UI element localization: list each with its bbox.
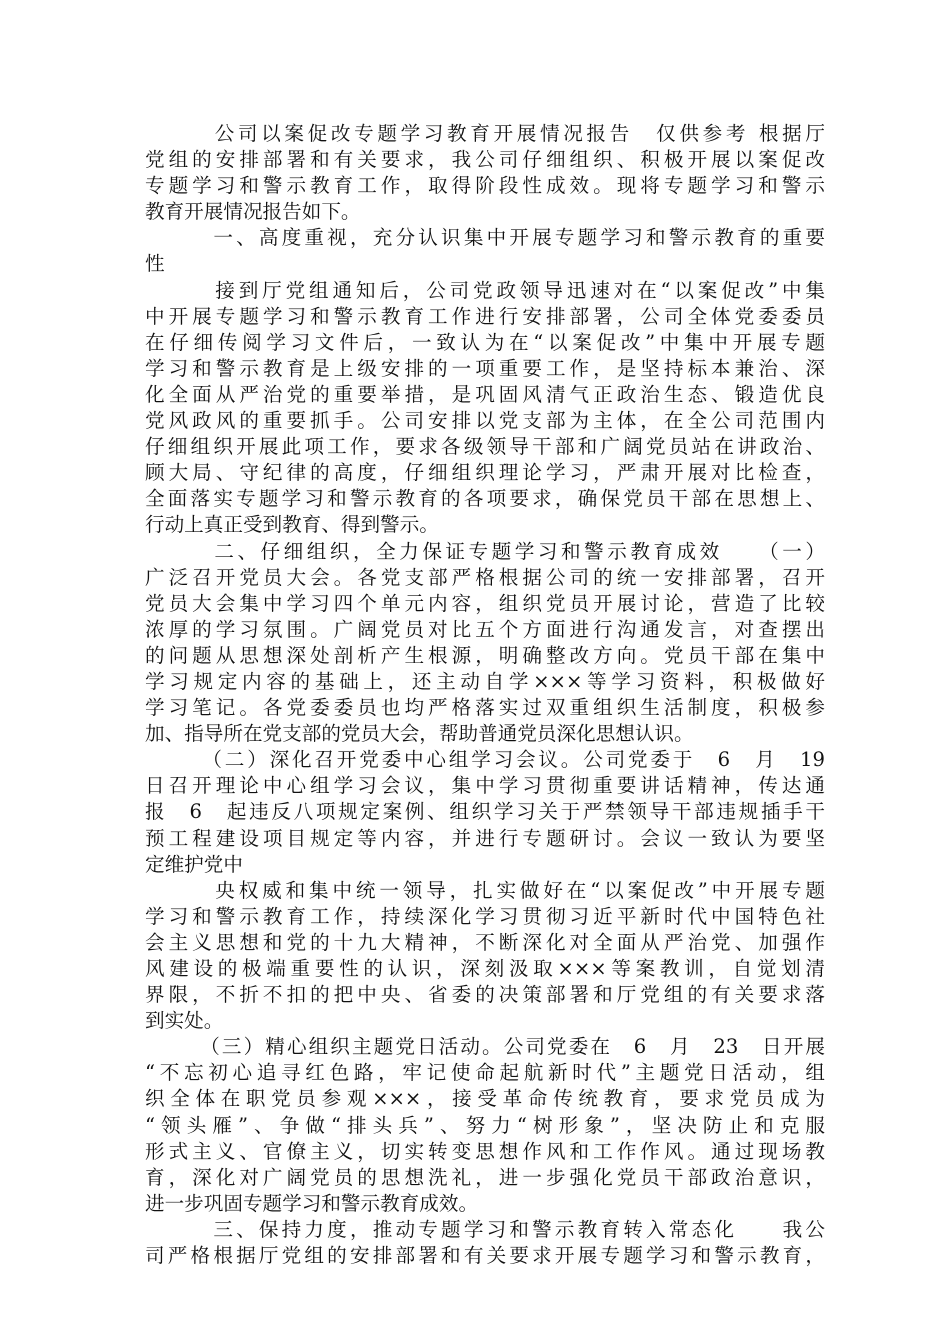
text-line: 二、仔细组织，全力保证专题学习和警示教育成效 （一） xyxy=(145,539,825,563)
text-line: 风建设的极端重要性的认识，深刻汲取×××等案教训，自觉划清 xyxy=(145,957,825,980)
text-line: “不忘初心追寻红色路，牢记使命起航新时代”主题党日活动，组 xyxy=(145,1061,825,1085)
text-line: 专题学习和警示教育工作，取得阶段性成效。现将专题学习和警示 xyxy=(145,174,825,198)
text-line: 司严格根据厅党组的安排部署和有关要求开展专题学习和警示教育， xyxy=(145,1244,825,1268)
text-line: 中开展专题学习和警示教育工作进行安排部署，公司全体党委委员 xyxy=(145,304,825,328)
text-line: 一、高度重视，充分认识集中开展专题学习和警示教育的重要 xyxy=(145,226,825,250)
text-line: 行动上真正受到教育、得到警示。 xyxy=(145,513,439,537)
text-line: 顾大局、守纪律的高度，仔细组织理论学习，严肃开展对比检查， xyxy=(145,461,825,485)
text-line: 全面落实专题学习和警示教育的各项要求，确保党员干部在思想上、 xyxy=(145,487,825,511)
text-line: 央权威和集中统一领导，扎实做好在“以案促改”中开展专题 xyxy=(145,878,825,902)
text-line: 党员大会集中学习四个单元内容，组织党员开展讨论，营造了比较 xyxy=(145,591,825,615)
text-line: 学习和警示教育工作，持续深化学习贯彻习近平新时代中国特色社 xyxy=(145,904,825,928)
text-line: 三、保持力度，推动专题学习和警示教育转入常态化 我公 xyxy=(145,1217,825,1241)
text-line: 报 6 起违反八项规定案例、组织学习关于严禁领导干部违规插手干 xyxy=(145,800,825,824)
text-line: 仔细组织开展此项工作，要求各级领导干部和广阔党员站在讲政治、 xyxy=(145,435,825,459)
text-line: 党风政风的重要抓手。公司安排以党支部为主体，在全公司范围内 xyxy=(145,409,825,433)
text-line: 在仔细传阅学习文件后，一致认为在“以案促改”中集中开展专题 xyxy=(145,330,825,354)
text-line: 进一步巩固专题学习和警示教育成效。 xyxy=(145,1191,479,1215)
text-line: 形式主义、官僚主义，切实转变思想作风和工作作风。通过现场教 xyxy=(145,1139,825,1163)
text-line: 接到厅党组通知后，公司党政领导迅速对在“以案促改”中集 xyxy=(145,278,825,302)
text-line: 学习和警示教育是上级安排的一项重要工作，是坚持标本兼治、深 xyxy=(145,356,825,380)
document-body xyxy=(145,121,825,1269)
text-line: “领头雁”、争做“排头兵”、努力“树形象”，坚决防止和克服 xyxy=(145,1113,825,1137)
text-line: 党组的安排部署和有关要求，我公司仔细组织、积极开展以案促改 xyxy=(145,148,825,172)
text-line: 界限，不折不扣的把中央、省委的决策部署和厅党组的有关要求落 xyxy=(145,983,825,1007)
text-line: 性 xyxy=(145,252,165,276)
text-line: 化全面从严治党的重要举措，是巩固风清气正政治生态、锻造优良 xyxy=(145,382,825,406)
text-line: 会主义思想和党的十九大精神，不断深化对全面从严治党、加强作 xyxy=(145,930,825,954)
text-line: 到实处。 xyxy=(145,1009,224,1033)
text-line: 广泛召开党员大会。各党支部严格根据公司的统一安排部署，召开 xyxy=(145,565,825,589)
text-line: 织全体在职党员参观×××，接受革命传统教育，要求党员成为 xyxy=(145,1087,825,1111)
text-line: 的问题从思想深处剖析产生根源，明确整改方向。党员干部在集中 xyxy=(145,643,825,667)
text-line: 教育开展情况报告如下。 xyxy=(145,200,361,224)
text-line: 学习笔记。各党委委员也均严格落实过双重组织生活制度，积极参 xyxy=(145,696,825,720)
text-line: 公司以案促改专题学习教育开展情况报告 仅供参考 根据厅 xyxy=(145,122,825,145)
text-line: 育，深化对广阔党员的思想洗礼，进一步强化党员干部政治意识， xyxy=(145,1165,825,1189)
text-line: 定维护党中 xyxy=(145,852,243,876)
text-line: 加、指导所在党支部的党员大会，帮助普通党员深化思想认识。 xyxy=(145,722,694,746)
text-line: 日召开理论中心组学习会议，集中学习贯彻重要讲话精神，传达通 xyxy=(145,774,825,798)
text-line: （三）精心组织主题党日活动。公司党委在 6 月 23 日开展 xyxy=(145,1035,825,1059)
text-line: 学习规定内容的基础上，还主动自学×××等学习资料，积极做好 xyxy=(145,669,825,693)
text-line: 浓厚的学习氛围。广阔党员对比五个方面进行沟通发言，对查摆出 xyxy=(145,617,825,641)
text-line: 预工程建设项目规定等内容，并进行专题研讨。会议一致认为要坚 xyxy=(145,826,825,850)
text-line: （二）深化召开党委中心组学习会议。公司党委于 6 月 19 xyxy=(145,748,825,772)
